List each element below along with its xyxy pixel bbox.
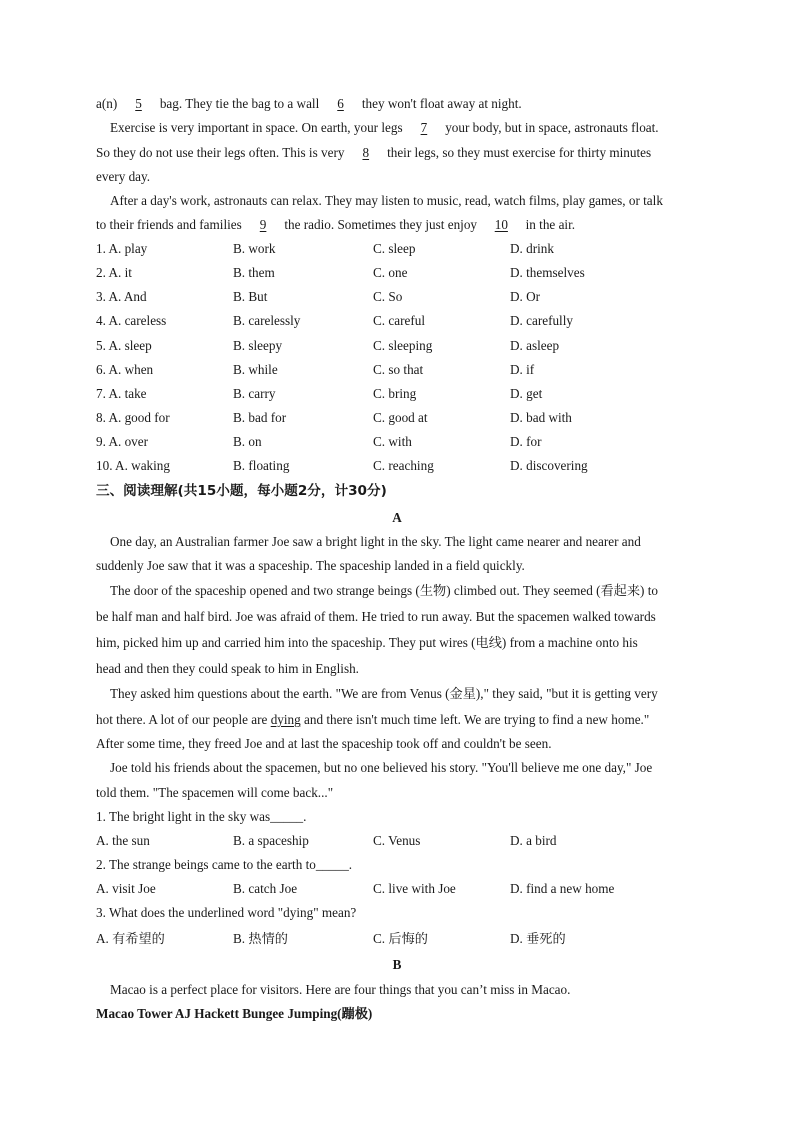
blank-6: 6 (337, 96, 344, 111)
option-row-8 (96, 409, 702, 427)
section-heading: 三、阅读理解(共15小题，每小题2分，计30分) (96, 483, 387, 499)
option-d: D. get (510, 386, 543, 401)
option-c: C. sleep (373, 241, 416, 256)
option-a: 4. A. careless (96, 313, 167, 328)
blank-5: 5 (135, 96, 142, 111)
option-c: C. with (373, 434, 412, 449)
passage-heading-b: B (392, 957, 402, 972)
option-row-3 (96, 288, 702, 306)
option-b: B. sleepy (233, 338, 283, 353)
option-row-9 (96, 433, 702, 451)
cloze-line (110, 119, 702, 137)
option-c: C. careful (373, 313, 425, 328)
option-row-7 (96, 385, 702, 403)
text: hot there. A lot of our people are (96, 712, 271, 727)
option-d: D. discovering (510, 458, 588, 473)
text: Exercise is very important in space. On earth, your legs (110, 120, 406, 135)
question-2-options (96, 880, 702, 898)
option-b: B. carry (233, 386, 276, 401)
text: a(n) (96, 96, 121, 111)
blank-10: 10 (494, 217, 508, 232)
passage-heading-a: A (392, 510, 402, 525)
underlined-word: dying (270, 712, 301, 727)
option-d: D. a bird (510, 833, 557, 848)
passage-line: The door of the spaceship opened and two strange beings (生物) climbed out. They seemed (看起来) to (110, 583, 658, 598)
option-c: C. So (373, 289, 403, 304)
option-row-5 (96, 337, 702, 355)
option-d: D. bad with (510, 410, 572, 425)
option-row-10 (96, 457, 702, 475)
cloze-line (96, 216, 702, 234)
option-b: B. a spaceship (233, 833, 309, 848)
option-c: C. reaching (373, 458, 434, 473)
text: your body, but in space, astronauts float. (441, 120, 659, 135)
passage-line: After some time, they freed Joe and at last the spaceship took off and couldn't be seen. (96, 736, 552, 751)
option-d: D. if (510, 362, 535, 377)
text: in the air. (522, 217, 576, 232)
option-d: D. Or (510, 289, 541, 304)
option-b: B. bad for (233, 410, 287, 425)
text: their legs, so they must exercise for thirty minutes (383, 145, 652, 160)
question-1: 1. The bright light in the sky was_____. (96, 809, 307, 824)
option-c: C. sleeping (373, 338, 433, 353)
passage-subheading: Macao Tower AJ Hackett Bungee Jumping(蹦极) (96, 1006, 373, 1021)
option-b: B. 热情的 (233, 931, 288, 946)
blank-7: 7 (420, 120, 428, 135)
option-row-4 (96, 312, 702, 330)
option-row-6 (96, 361, 702, 379)
passage-line: They asked him questions about the earth. "We are from Venus (金星)," they said, "but it is getting very (110, 686, 658, 701)
option-d: D. asleep (510, 338, 560, 353)
option-a: 5. A. sleep (96, 338, 152, 353)
option-c: C. 后悔的 (373, 931, 428, 946)
option-c: C. bring (373, 386, 417, 401)
option-row-2 (96, 264, 702, 282)
option-b: B. while (233, 362, 278, 377)
option-b: B. them (233, 265, 275, 280)
blank-9: 9 (259, 217, 267, 232)
option-d: D. for (510, 434, 542, 449)
option-b: B. But (233, 289, 268, 304)
passage-line: One day, an Australian farmer Joe saw a bright light in the sky. The light came nearer and nearer and (110, 534, 641, 549)
text: to their friends and families (96, 217, 246, 232)
option-a: A. the sun (96, 833, 150, 848)
cloze-line (96, 95, 702, 113)
option-b: B. work (233, 241, 276, 256)
passage-line: be half man and half bird. Joe was afraid of them. He tried to run away. But the spacemen walked towards (96, 609, 656, 624)
option-a: 10. A. waking (96, 458, 170, 473)
text: bag. They tie the bag to a wall (156, 96, 323, 111)
text: So they do not use their legs often. This is very (96, 145, 348, 160)
question-1-options (96, 832, 702, 850)
option-b: B. carelessly (233, 313, 301, 328)
option-b: B. on (233, 434, 262, 449)
cloze-line: every day. (96, 169, 151, 184)
option-c: C. good at (373, 410, 428, 425)
text: they won't float away at night. (358, 96, 522, 111)
option-a: A. visit Joe (96, 881, 156, 896)
passage-line: head and then they could speak to him in English. (96, 661, 359, 676)
option-a: 8. A. good for (96, 410, 170, 425)
passage-line: suddenly Joe saw that it was a spaceship. The spaceship landed in a field quickly. (96, 558, 525, 573)
option-a: 9. A. over (96, 434, 149, 449)
option-b: B. catch Joe (233, 881, 298, 896)
option-d: D. carefully (510, 313, 573, 328)
option-row-1 (96, 240, 702, 258)
option-a: 1. A. play (96, 241, 148, 256)
cloze-line: After a day's work, astronauts can relax. They may listen to music, read, watch films, play games, or talk (110, 193, 663, 208)
option-a: 2. A. it (96, 265, 132, 280)
passage-line: him, picked him up and carried him into the spaceship. They put wires (电线) from a machine onto his (96, 635, 638, 650)
option-c: C. so that (373, 362, 424, 377)
text: and there isn't much time left. We are trying to find a new home." (300, 712, 650, 727)
passage-line: Macao is a perfect place for visitors. Here are four things that you can’t miss in Macao. (110, 982, 571, 997)
option-c: C. one (373, 265, 408, 280)
option-d: D. drink (510, 241, 554, 256)
option-d: D. 垂死的 (510, 931, 566, 946)
question-3: 3. What does the underlined word "dying" mean? (96, 905, 357, 920)
option-a: 7. A. take (96, 386, 147, 401)
passage-line: Joe told his friends about the spacemen, but no one believed his story. "You'll believe me one day," Joe (110, 760, 653, 775)
option-a: 6. A. when (96, 362, 154, 377)
passage-line (96, 711, 702, 729)
text: the radio. Sometimes they just enjoy (281, 217, 481, 232)
question-3-options (96, 930, 702, 948)
option-c: C. Venus (373, 833, 421, 848)
question-2: 2. The strange beings came to the earth to_____. (96, 857, 353, 872)
cloze-line (96, 144, 702, 162)
option-d: D. themselves (510, 265, 585, 280)
option-c: C. live with Joe (373, 881, 456, 896)
option-a: A. 有希望的 (96, 931, 165, 946)
passage-line: told them. "The spacemen will come back..." (96, 785, 334, 800)
option-a: 3. A. And (96, 289, 147, 304)
option-d: D. find a new home (510, 881, 615, 896)
blank-8: 8 (362, 145, 370, 160)
option-b: B. floating (233, 458, 290, 473)
